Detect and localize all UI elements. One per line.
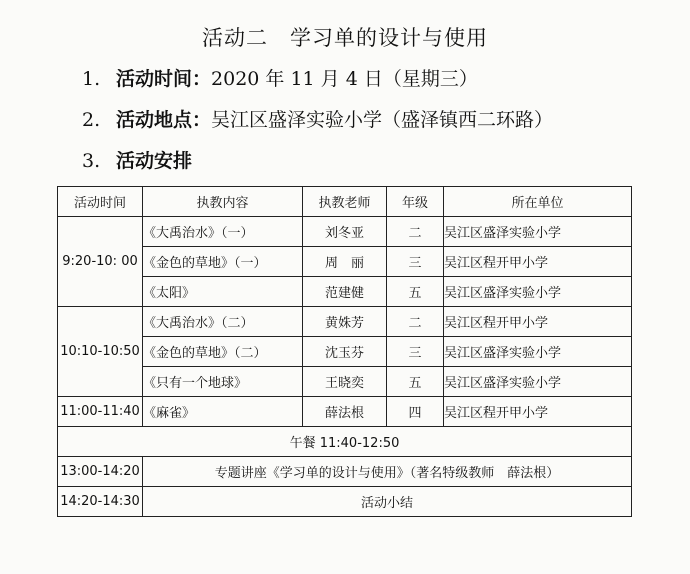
- lunch-cell: 午餐 11:40-12:50: [58, 427, 632, 457]
- lecture-cell: 专题讲座《学习单的设计与使用》（著名特级教师 薛法根）: [143, 457, 632, 487]
- table-row: [58, 247, 632, 277]
- lesson-cell: 《金色的草地》（二）: [143, 337, 303, 367]
- header-teacher: 执教老师: [303, 187, 387, 217]
- lecture-row: [58, 457, 632, 487]
- unit-cell: 吴江区程开甲小学: [444, 397, 632, 427]
- grade-cell: 二: [387, 307, 444, 337]
- list-item-activity-location: [82, 105, 553, 132]
- table-row: [58, 397, 632, 427]
- list-item-activity-schedule: [82, 146, 192, 173]
- header-time: 活动时间: [58, 187, 143, 217]
- grade-cell: 二: [387, 217, 444, 247]
- table-row: [58, 337, 632, 367]
- unit-cell: 吴江区程开甲小学: [444, 247, 632, 277]
- lesson-cell: 《太阳》: [143, 277, 303, 307]
- grade-cell: 三: [387, 337, 444, 367]
- unit-cell: 吴江区盛泽实验小学: [444, 337, 632, 367]
- table-header-row: [58, 187, 632, 217]
- grade-cell: 四: [387, 397, 444, 427]
- lesson-cell: 《只有一个地球》: [143, 367, 303, 397]
- item-label: 活动时间：: [116, 68, 212, 90]
- grade-cell: 三: [387, 247, 444, 277]
- table-row: [58, 277, 632, 307]
- teacher-cell: 范建健: [303, 277, 387, 307]
- lesson-cell: 《大禹治水》（二）: [143, 307, 303, 337]
- teacher-cell: 王晓奕: [303, 367, 387, 397]
- grade-cell: 五: [387, 277, 444, 307]
- header-grade: 年级: [387, 187, 444, 217]
- item-number: 1.: [82, 68, 101, 90]
- unit-cell: 吴江区盛泽实验小学: [444, 367, 632, 397]
- summary-cell: 活动小结: [143, 487, 632, 517]
- list-item-activity-time: [82, 64, 478, 91]
- unit-cell: 吴江区程开甲小学: [444, 307, 632, 337]
- page-title: 活动二 学习单的设计与使用: [202, 26, 488, 50]
- item-number: 2.: [82, 109, 101, 131]
- lesson-cell: 《麻雀》: [143, 397, 303, 427]
- teacher-cell: 周 丽: [303, 247, 387, 277]
- lesson-cell: 《金色的草地》（一）: [143, 247, 303, 277]
- lesson-cell: 《大禹治水》（一）: [143, 217, 303, 247]
- item-value: 吴江区盛泽实验小学（盛泽镇西二环路）: [211, 109, 554, 131]
- table-row: [58, 307, 632, 337]
- table-row: [58, 217, 632, 247]
- time-cell: 10:10-10:50: [58, 307, 143, 397]
- schedule-table: [57, 186, 632, 517]
- grade-cell: 五: [387, 367, 444, 397]
- unit-cell: 吴江区盛泽实验小学: [444, 217, 632, 247]
- time-cell: 13:00-14:20: [58, 457, 143, 487]
- teacher-cell: 刘冬亚: [303, 217, 387, 247]
- time-cell: 14:20-14:30: [58, 487, 143, 517]
- header-lesson: 执教内容: [143, 187, 303, 217]
- time-cell: 9:20-10: 00: [58, 217, 143, 307]
- item-value: 2020 年 11 月 4 日（星期三）: [211, 68, 478, 90]
- lunch-row: [58, 427, 632, 457]
- teacher-cell: 薛法根: [303, 397, 387, 427]
- item-label: 活动安排: [116, 150, 193, 172]
- table-row: [58, 367, 632, 397]
- teacher-cell: 黄姝芳: [303, 307, 387, 337]
- summary-row: [58, 487, 632, 517]
- item-number: 3.: [82, 150, 101, 172]
- unit-cell: 吴江区盛泽实验小学: [444, 277, 632, 307]
- time-cell: 11:00-11:40: [58, 397, 143, 427]
- header-unit: 所在单位: [444, 187, 632, 217]
- item-label: 活动地点：: [116, 109, 212, 131]
- teacher-cell: 沈玉芬: [303, 337, 387, 367]
